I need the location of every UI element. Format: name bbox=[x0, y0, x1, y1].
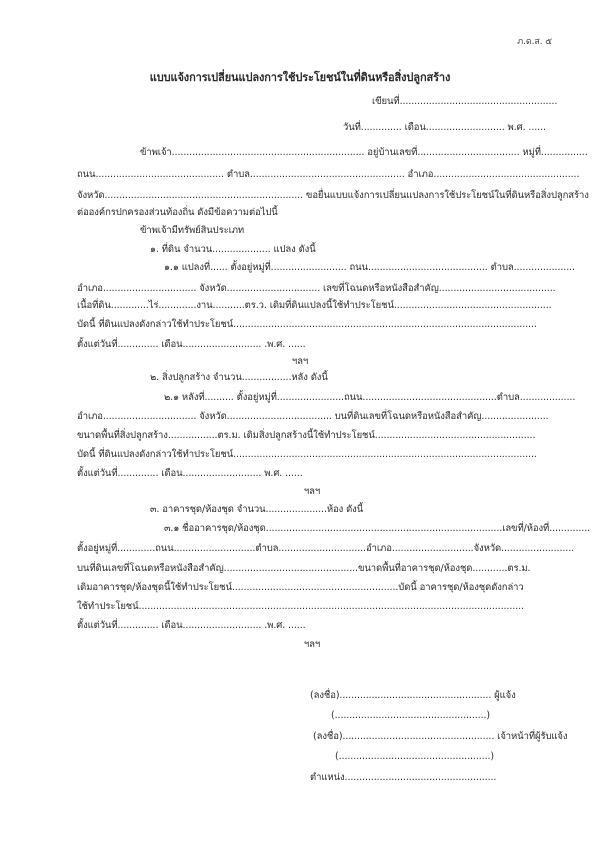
land-line-5: ตั้งแต่วันที่.............. เดือน........................... .พ.ศ. ...... bbox=[77, 339, 306, 350]
page-title: แบบแจ้งการเปลี่ยนแปลงการใช้ประโยชน์ในที่ดินหรือสิ่งปลูกสร้าง bbox=[149, 71, 451, 84]
intro-line-2: ถนน............................................ ตำบล..................................................... อำเภอ.................................................. bbox=[77, 169, 580, 180]
officer-signature-line: (ลงชื่อ).................................................... เจ้าหน้าที่ผู้รับแจ้ง bbox=[313, 731, 568, 742]
land-line-4: บัดนี้ ที่ดินแปลงดังกล่าวใช้ทำประโยชน์........................................................................................................ bbox=[77, 319, 537, 330]
land-separator: ฯลฯ bbox=[291, 356, 309, 367]
informant-name-line: (....................................................) bbox=[331, 710, 491, 721]
date-line: วันที่.............. เดือน........................... พ.ศ. ...... bbox=[343, 122, 546, 133]
building-heading: ๒. สิ่งปลูกสร้าง จำนวน.................หลัง ดังนี้ bbox=[150, 372, 328, 383]
building-separator: ฯลฯ bbox=[303, 486, 321, 497]
building-line-3: ขนาดพื้นที่สิ่งปลูกสร้าง.................ตร.ม. เดิมสิ่งปลูกสร้างนี้ใช้ทำประโยชน์....................................................... bbox=[77, 430, 536, 441]
condo-line-3: บนที่ดินเลขที่โฉนดหรือหนังสือสำคัญ..............................................ขนาดพื้นที่อาคารชุด/ห้องชุด............ตร.ม. bbox=[77, 563, 531, 574]
form-code: ภ.ด.ส. ๕ bbox=[517, 37, 552, 47]
building-line-5: ตั้งแต่วันที่.............. เดือน........................... พ.ศ. ...... bbox=[77, 468, 303, 479]
land-heading: ๑. ที่ดิน จำนวน.................... แปลง ดังนี้ bbox=[150, 244, 316, 255]
building-line-1: ๒.๑ หลังที่.......... ตั้งอยู่หมู่ที่.......................ถนน..............................................ตำบล................... bbox=[164, 392, 576, 403]
condo-line-5: ใช้ทำประโยชน์.................................................................................................................................... bbox=[77, 601, 524, 612]
land-line-3: เนื้อที่ดิน.............ไร่.............งาน...........ตร.ว. เดิมที่ดินแปลงนี้ใช้ทำประโยชน์...................................................... bbox=[77, 300, 552, 311]
officer-position-line: ตำแหน่ง.................................................... bbox=[310, 772, 497, 783]
informant-signature-line: (ลงชื่อ).................................................... ผู้แจ้ง bbox=[310, 690, 516, 701]
written-at-line: เขียนที่...................................................... bbox=[372, 96, 558, 107]
condo-heading: ๓. อาคารชุด/ห้องชุด จำนวน.....................ห้อง ดังนี้ bbox=[150, 504, 364, 515]
officer-name-line: (....................................................) bbox=[335, 751, 495, 762]
building-line-2: อำเภอ................................ จังหวัด.................................... บนที่ดินเลขที่โฉนดหรือหนังสือสำคัญ....................... bbox=[77, 411, 549, 422]
condo-line-2: ตั้งอยู่หมู่ที่.............ถนน............................ตำบล..............................อำเภอ............................จังหวัด......................... bbox=[77, 543, 575, 554]
building-line-4: บัดนี้ ที่ดินแปลงดังกล่าวใช้ทำประโยชน์........................................................................................................ bbox=[77, 449, 537, 460]
intro-line-5: ข้าพเจ้ามีทรัพย์สินประเภท bbox=[140, 225, 245, 236]
intro-line-4: ต่อองค์กรปกครองส่วนท้องถิ่น ดังมีข้อความต่อไปนี้ bbox=[77, 207, 278, 218]
land-line-1: ๑.๑ แปลงที่...... ตั้งอยู่หมู่ที่.......................... ถนน......................................... ตำบล..................... bbox=[164, 262, 575, 273]
condo-line-4: เดิมอาคารชุด/ห้องชุดนี้ใช้ทำประโยชน์.........................................................บัดนี้ อาคารชุด/ห้องชุดดังกล่าว bbox=[77, 582, 524, 593]
condo-line-1: ๓.๑ ชื่ออาคารชุด/ห้องชุด.................................................................................เลขที่/ห้องที่.............. bbox=[164, 523, 591, 534]
intro-line-1: ข้าพเจ้า.................................................................. อยู่บ้านเลขที่................................... หมู่ที่................ bbox=[140, 147, 588, 158]
condo-separator: ฯลฯ bbox=[303, 639, 321, 650]
land-line-2: อำเภอ................................ จังหวัด................................ เลขที่โฉนดหรือหนังสือสำคัญ........................................ bbox=[77, 283, 556, 294]
condo-line-6: ตั้งแต่วันที่.............. เดือน........................... .พ.ศ. ...... bbox=[77, 620, 306, 631]
intro-line-3: จังหวัด.................................................................... ขอยื่นแบบแจ้งการเปลี่ยนแปลงการใช้ประโยชน์ในที่ดินหรือสิ่งปลูกสร้าง bbox=[77, 190, 589, 201]
